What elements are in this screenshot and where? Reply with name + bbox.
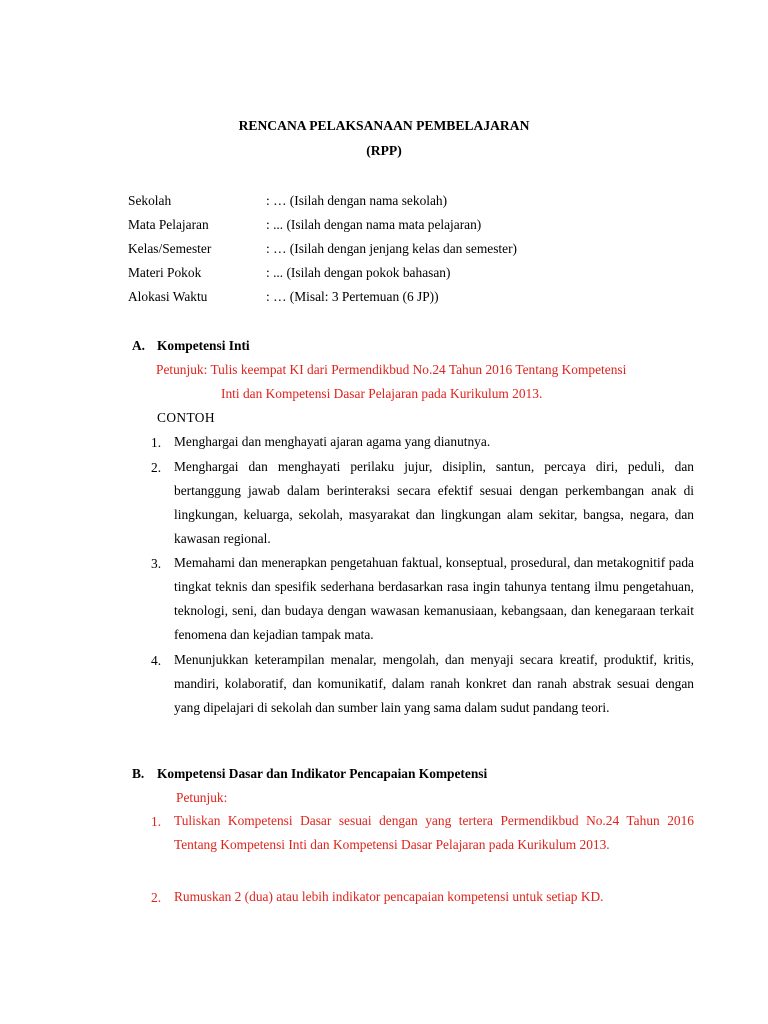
list-item-number: 2. [151, 890, 162, 905]
section-a-letter: A. [132, 338, 146, 353]
document-title: RENCANA PELAKSANAAN PEMBELAJARAN [238, 118, 530, 133]
list-item-text: Menghargai dan menghayati ajaran agama yang dianutnya. [174, 434, 491, 449]
identity-label: Mata Pelajaran [128, 217, 209, 232]
identity-row-class-semester [128, 241, 688, 261]
list-item-number: 3. [151, 556, 162, 571]
identity-label: Sekolah [128, 193, 172, 208]
list-item-number: 1. [151, 435, 162, 450]
identity-row-subject [128, 217, 688, 237]
example-label: CONTOH [157, 410, 215, 425]
list-item-text: Tuliskan Kompetensi Dasar sesuai dengan yang tertera Permendikbud No.24 Tahun 2016 Tentang Kompetensi Inti dan Kompetensi Dasar Pelajaran pada Kurikulum 2013. [174, 813, 694, 853]
identity-value: : ... (Isilah dengan nama mata pelajaran) [266, 217, 482, 232]
identity-row-topic [128, 265, 688, 285]
list-item-number: 1. [151, 814, 162, 829]
identity-label: Kelas/Semester [128, 241, 212, 256]
section-a-instruction-line-1: Petunjuk: Tulis keempat KI dari Permendikbud No.24 Tahun 2016 Tentang Kompetensi [156, 362, 627, 377]
list-item-text: Rumuskan 2 (dua) atau lebih indikator pencapaian kompetensi untuk setiap KD. [174, 889, 604, 904]
identity-value: : ... (Isilah dengan pokok bahasan) [266, 265, 451, 280]
identity-label: Alokasi Waktu [128, 289, 208, 304]
list-item-text: Memahami dan menerapkan pengetahuan faktual, konseptual, prosedural, dan metakognitif pada tingkat teknis dan spesifik sederhana berdasarkan rasa ingin tahunya tentang ilmu pengetahuan, teknologi, seni, dan budaya dengan wawasan kemanusiaan, kebangsaan, dan kenegaraan terkait fenomena dan kejadian tampak mata. [174, 555, 694, 643]
document-subtitle: (RPP) [366, 143, 402, 158]
section-b-letter: B. [132, 766, 145, 781]
section-a-heading: Kompetensi Inti [157, 338, 250, 353]
list-item-number: 4. [151, 653, 162, 668]
identity-value: : … (Isilah dengan jenjang kelas dan semester) [266, 241, 517, 256]
list-item-text: Menunjukkan keterampilan menalar, mengolah, dan menyaji secara kreatif, produktif, kritis, mandiri, kolaboratif, dan komunikatif, dalam ranah konkret dan ranah abstrak sesuai dengan yang dipelajari di sekolah dan sumber lain yang sama dalam sudut pandang teori. [174, 652, 694, 716]
section-b-instruction-label: Petunjuk: [176, 790, 228, 805]
identity-row-time-allocation [128, 289, 688, 309]
section-b-heading: Kompetensi Dasar dan Indikator Pencapaian Kompetensi [157, 766, 488, 781]
section-a-instruction-line-2: Inti dan Kompetensi Dasar Pelajaran pada Kurikulum 2013. [221, 386, 543, 401]
list-item-text: Menghargai dan menghayati perilaku jujur, disiplin, santun, percaya diri, peduli, dan bertanggung jawab dalam berinteraksi secara efektif sesuai dengan perkembangan anak di lingkungan, keluarga, sekolah, masyarakat dan lingkungan alam sekitar, bangsa, negara, dan kawasan regional. [174, 459, 694, 547]
identity-value: : … (Misal: 3 Pertemuan (6 JP)) [266, 289, 439, 304]
identity-value: : … (Isilah dengan nama sekolah) [266, 193, 448, 208]
identity-label: Materi Pokok [128, 265, 202, 280]
list-item-number: 2. [151, 460, 162, 475]
identity-row-school [128, 193, 688, 213]
